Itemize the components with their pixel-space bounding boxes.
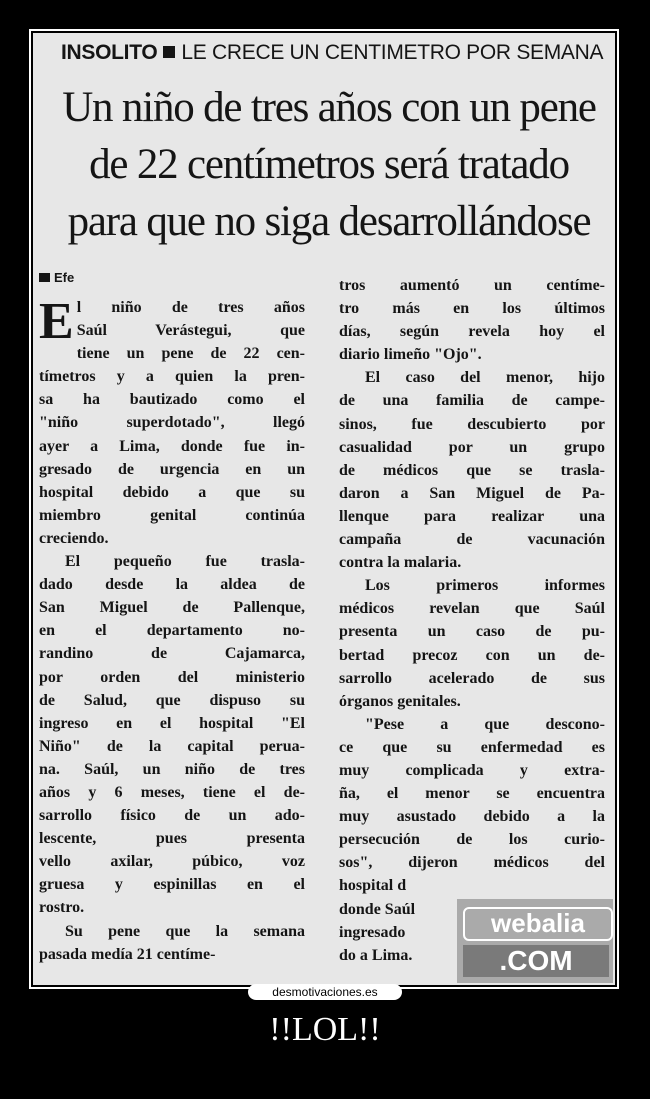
article-line: gruesa y espinillas en el — [39, 876, 305, 894]
article-line: "Pese a que descono- — [365, 715, 605, 733]
article-line: "niño superdotado", llegó — [39, 414, 305, 432]
headline-line: para que no siga desarrollándose — [67, 198, 591, 245]
article-line: dado desde la aldea de — [39, 576, 305, 594]
article-line: Saúl Verástegui, que — [76, 322, 305, 340]
article-line: ce que su enfermedad es — [339, 738, 605, 756]
article-line: pasada medía 21 centíme- — [39, 945, 216, 963]
article-line: bertad precoz con un de- — [339, 646, 605, 664]
article-line: El caso del menor, hijo — [365, 369, 605, 387]
article-line: creciendo. — [39, 529, 109, 547]
article-line: donde Saúl — [339, 900, 416, 918]
watermark — [457, 899, 613, 983]
article-line: do a Lima. — [339, 946, 413, 964]
article-line: por orden del ministerio — [39, 668, 305, 686]
article-line: de una familia de campe- — [339, 392, 605, 410]
article-line: l niño de tres años — [76, 299, 305, 316]
article-line: sinos, fue descubierto por — [339, 415, 605, 433]
article-line: rostro. — [39, 899, 85, 917]
article-line: San Miguel de Pallenque, — [39, 599, 305, 617]
article-line: Niño" de la capital perua- — [39, 737, 305, 755]
article-line: na. Saúl, un niño de tres — [39, 760, 305, 778]
drop-cap: E — [39, 293, 74, 350]
article-line: muy asustado debido a la — [339, 808, 605, 826]
poster-caption: !!LOL!! — [269, 1011, 381, 1048]
article-line: llenque para realizar una — [339, 507, 605, 525]
article-line: vello axilar, púbico, voz — [39, 853, 305, 871]
article-line: sos", dijeron médicos del — [339, 854, 605, 872]
article-line: órganos genitales. — [339, 692, 461, 710]
article-line: persecución de los curio- — [339, 831, 605, 849]
article-line: tro más en los últimos — [339, 300, 605, 318]
article-line: ña, el menor se encuentra — [339, 785, 605, 803]
article-line: sarrollo físico de un ado- — [39, 807, 305, 825]
watermark-domain: .COM — [463, 945, 609, 977]
article-line: randino de Cajamarca, — [39, 645, 305, 663]
article-line: tiene un pene de 22 cen- — [76, 345, 305, 363]
article-line: hospital d — [339, 877, 407, 895]
article-line: sa ha bautizado como el — [39, 391, 305, 409]
article-line: ingreso en el hospital "El — [39, 714, 305, 732]
article-line: Los primeros informes — [365, 577, 605, 595]
article-line: médicos revelan que Saúl — [339, 600, 605, 618]
headline-line: Un niño de tres años con un pene — [62, 84, 596, 131]
article-line: Su pene que la semana — [65, 922, 305, 940]
article-line: daron a San Miguel de Pa- — [339, 484, 605, 502]
kicker-text: LE CRECE UN CENTIMETRO POR SEMANA — [181, 41, 604, 64]
article-line: hospital debido a que su — [39, 483, 305, 501]
byline-text: Efe — [54, 270, 75, 285]
article-line: lescente, pues presenta — [39, 830, 305, 848]
article-line: sarrollo acelerado de sus — [339, 669, 605, 687]
byline — [39, 268, 239, 288]
poster-frame — [29, 29, 619, 989]
bullet-square-icon — [39, 273, 50, 282]
article-line: casualidad por un grupo — [339, 438, 605, 456]
headline — [59, 79, 599, 250]
bullet-square-icon — [163, 46, 175, 58]
article-line: gresado de urgencia en un — [39, 460, 305, 478]
article-line: campaña de vacunación — [339, 531, 605, 549]
kicker-bold: INSOLITO — [61, 41, 158, 64]
article-line: tímetros y a quien la pren- — [39, 368, 305, 386]
article-line: diario limeño "Ojo". — [339, 346, 482, 364]
article-line: días, según revela hoy el — [339, 323, 605, 341]
article-line: en el departamento no- — [39, 622, 305, 640]
article-line: tros aumentó un centíme- — [339, 277, 605, 294]
site-label: desmotivaciones.es — [248, 984, 402, 1000]
watermark-logo: webalia — [463, 907, 613, 941]
newspaper-clipping — [33, 33, 615, 985]
article-line: ingresado — [339, 923, 406, 941]
article-column-2 — [339, 274, 605, 967]
article-line: contra la malaria. — [339, 554, 462, 572]
article-line: muy complicada y extra- — [339, 761, 605, 779]
article-line: de médicos que se trasla- — [339, 461, 605, 479]
kicker — [61, 37, 604, 69]
headline-line: de 22 centímetros será tratado — [89, 141, 569, 188]
article-line: ayer a Lima, donde fue in- — [39, 437, 305, 455]
article-line: años y 6 meses, tiene el de- — [39, 783, 305, 801]
article-line: miembro genital continúa — [39, 506, 305, 524]
article-line: El pequeño fue trasla- — [65, 553, 305, 571]
article-line: de Salud, que dispuso su — [39, 691, 305, 709]
article-line: presenta un caso de pu- — [339, 623, 605, 641]
article-column-1 — [39, 293, 305, 966]
